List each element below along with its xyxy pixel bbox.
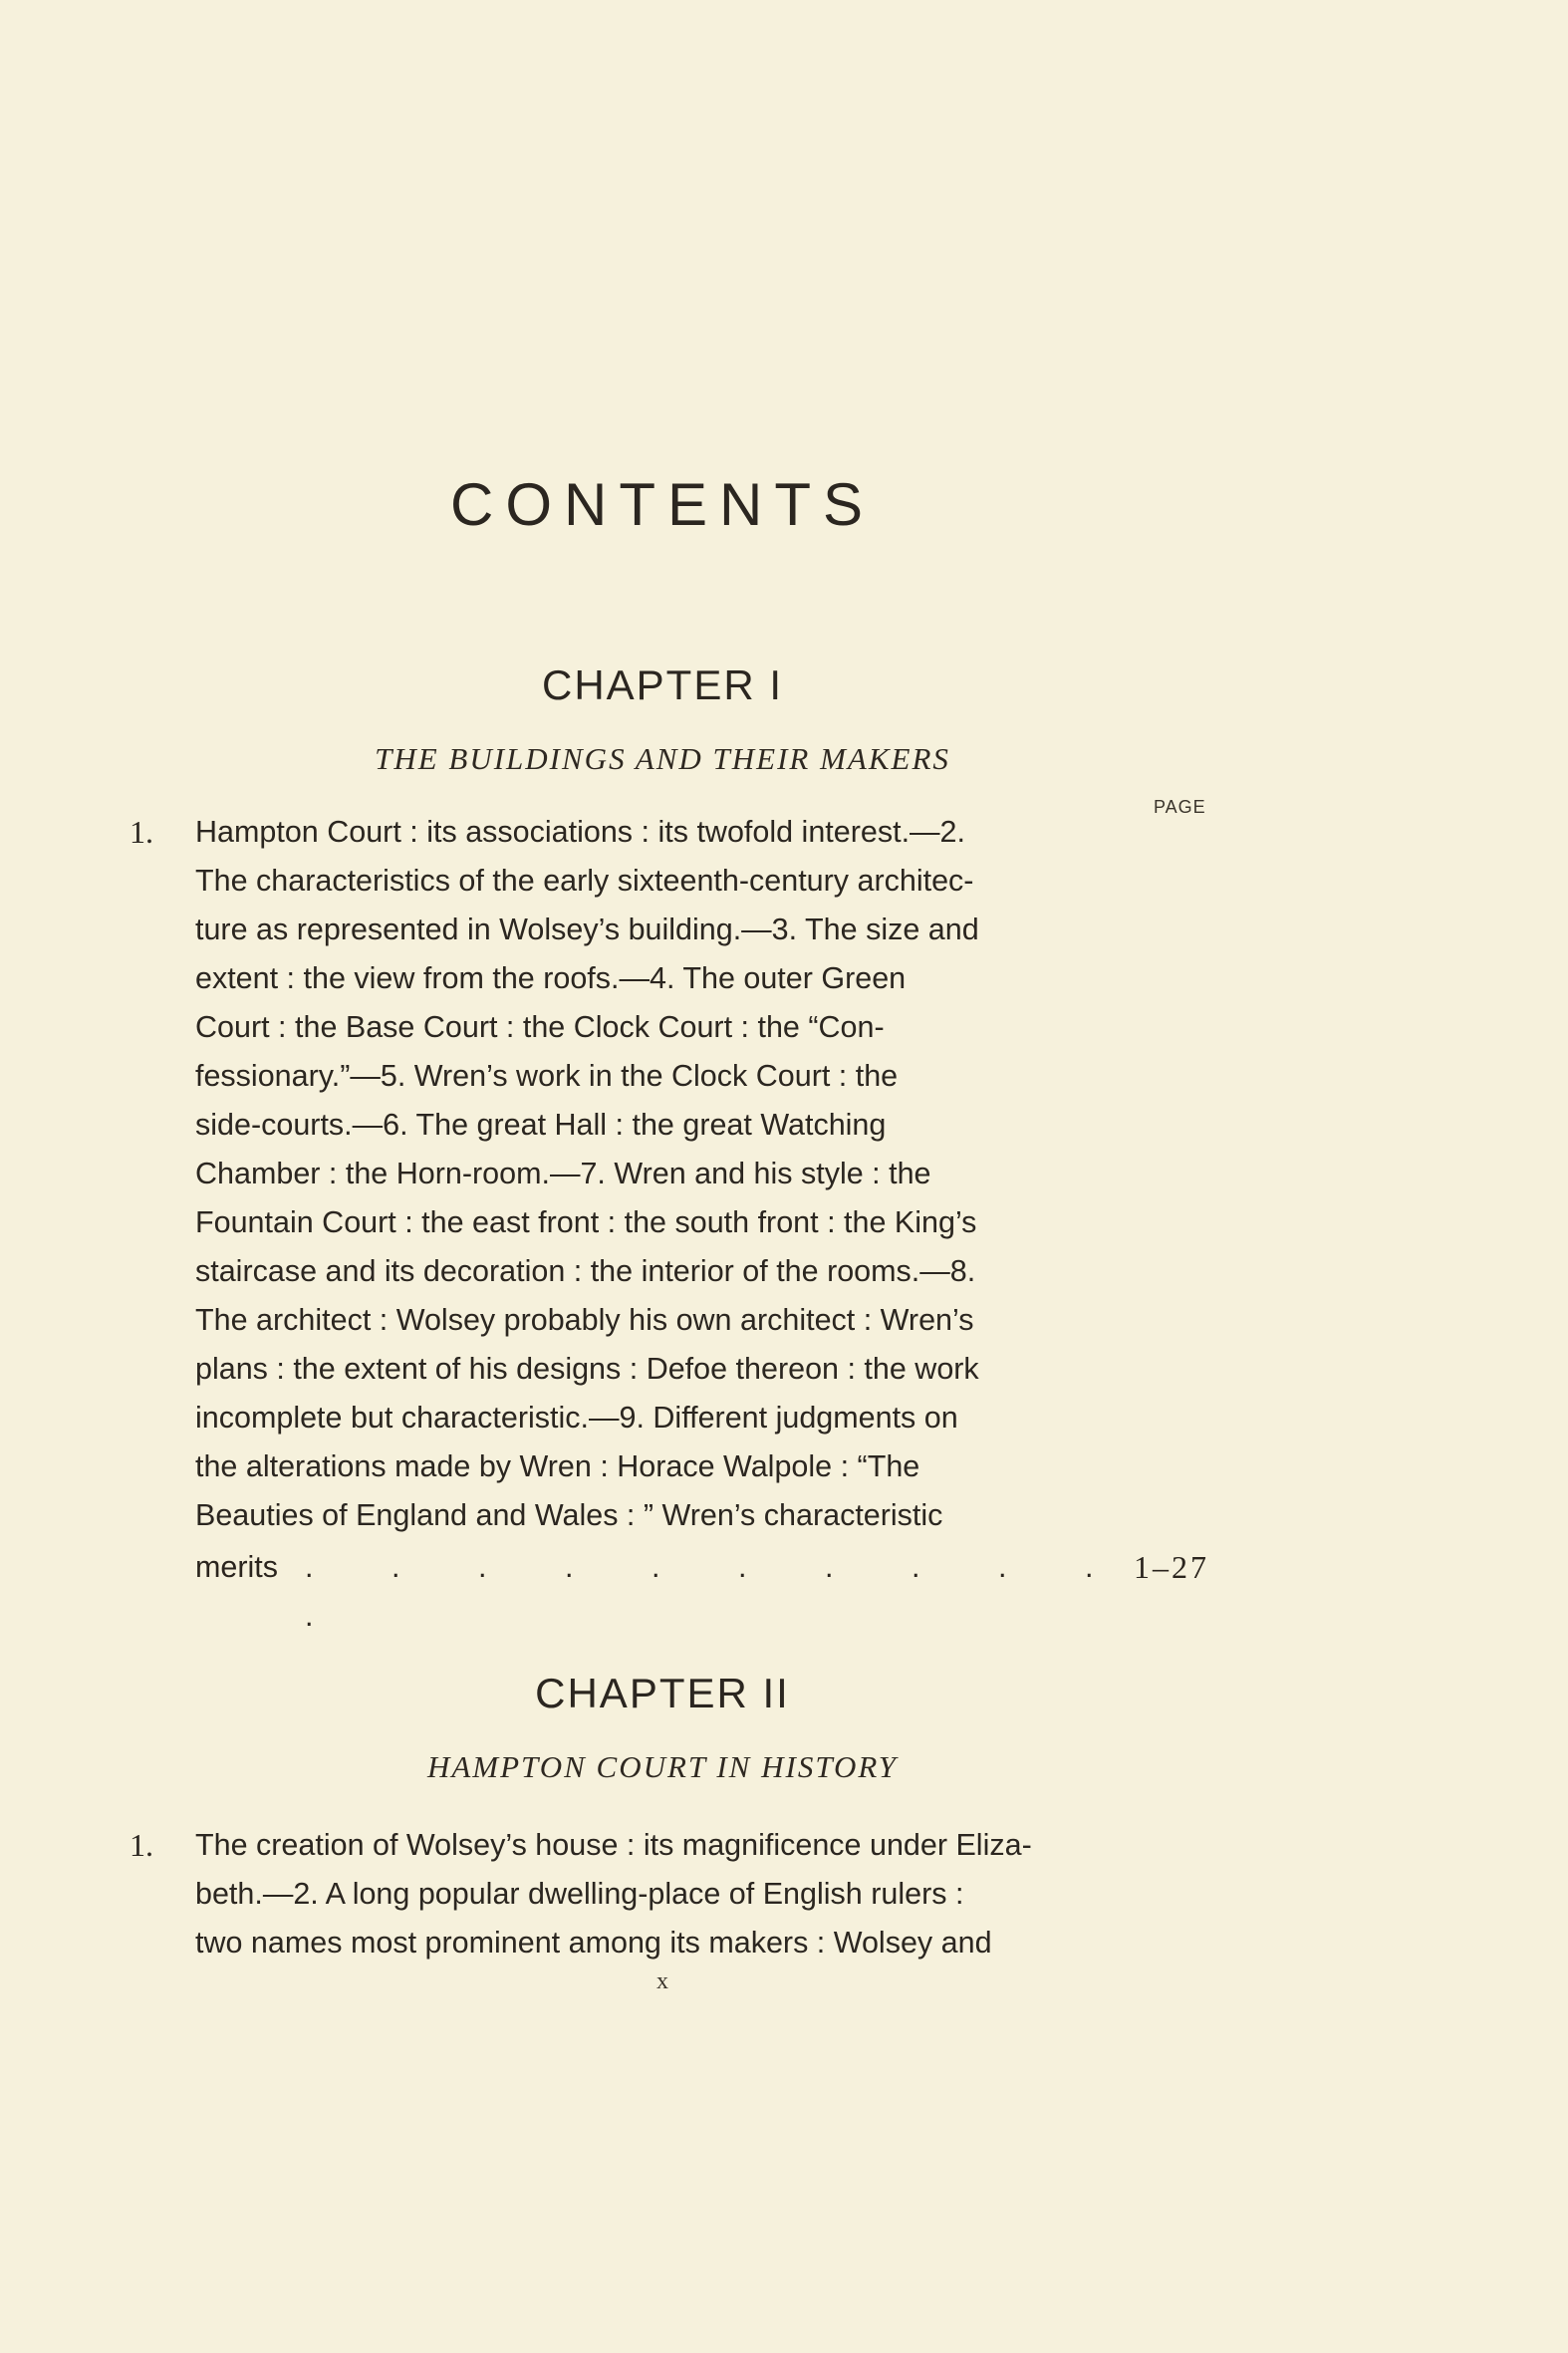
summary-line: The characteristics of the early sixteenth-century architec- xyxy=(195,864,974,898)
summary-last-line: merits xyxy=(195,1550,279,1584)
summary-line: Hampton Court : its associations : its twofold interest.—2. xyxy=(195,815,965,849)
summary-line: Beauties of England and Wales : ” Wren’s characteristic xyxy=(195,1498,943,1532)
dot-leader: . . . . . . . . . .. xyxy=(305,1550,1094,1633)
page-folio: x xyxy=(656,1968,668,1994)
chapter-1-summary xyxy=(130,808,1132,1540)
summary-line: the alterations made by Wren : Horace Walpole : “The xyxy=(195,1449,920,1483)
chapter-2-heading: CHAPTER II xyxy=(535,1670,790,1716)
summary-line: staircase and its decoration : the interior of the rooms.—8. xyxy=(195,1254,976,1288)
summary-line: fessionary.”—5. Wren’s work in the Clock Court : the xyxy=(195,1059,899,1093)
toc-leader-line xyxy=(195,1543,1231,1633)
chapter-1-heading: CHAPTER I xyxy=(541,661,784,708)
summary-line: extent : the view from the roofs.—4. The outer Green xyxy=(195,961,907,995)
page-column-label: PAGE xyxy=(1154,797,1206,817)
summary-line: The creation of Wolsey’s house : its magnificence under Eliza- xyxy=(195,1828,1032,1862)
chapter-2-summary xyxy=(130,1821,1132,1967)
summary-line: two names most prominent among its makers : Wolsey and xyxy=(195,1926,992,1960)
summary-line: incomplete but characteristic.—9. Different judgments on xyxy=(195,1401,958,1435)
summary-line: side-courts.—6. The great Hall : the great Watching xyxy=(195,1108,887,1142)
section-number: 1. xyxy=(130,814,153,850)
chapter-1-subtitle: THE BUILDINGS AND THEIR MAKERS xyxy=(375,741,950,776)
chapter-2-subtitle: HAMPTON COURT IN HISTORY xyxy=(426,1749,899,1784)
summary-line: ture as represented in Wolsey’s building.—3. The size and xyxy=(195,913,979,946)
summary-line: plans : the extent of his designs : Defoe thereon : the work xyxy=(195,1352,979,1386)
contents-title: CONTENTS xyxy=(450,471,875,538)
summary-line: Chamber : the Horn-room.—7. Wren and his style : the xyxy=(195,1157,931,1190)
chapter-1-page-range: 1–27 xyxy=(1134,1549,1209,1585)
section-number: 1. xyxy=(130,1827,153,1863)
summary-line: The architect : Wolsey probably his own architect : Wren’s xyxy=(195,1303,974,1337)
summary-line: Court : the Base Court : the Clock Court : the “Con- xyxy=(195,1010,885,1044)
summary-line: beth.—2. A long popular dwelling-place of English rulers : xyxy=(195,1877,964,1911)
summary-line: Fountain Court : the east front : the south front : the King’s xyxy=(195,1205,977,1239)
